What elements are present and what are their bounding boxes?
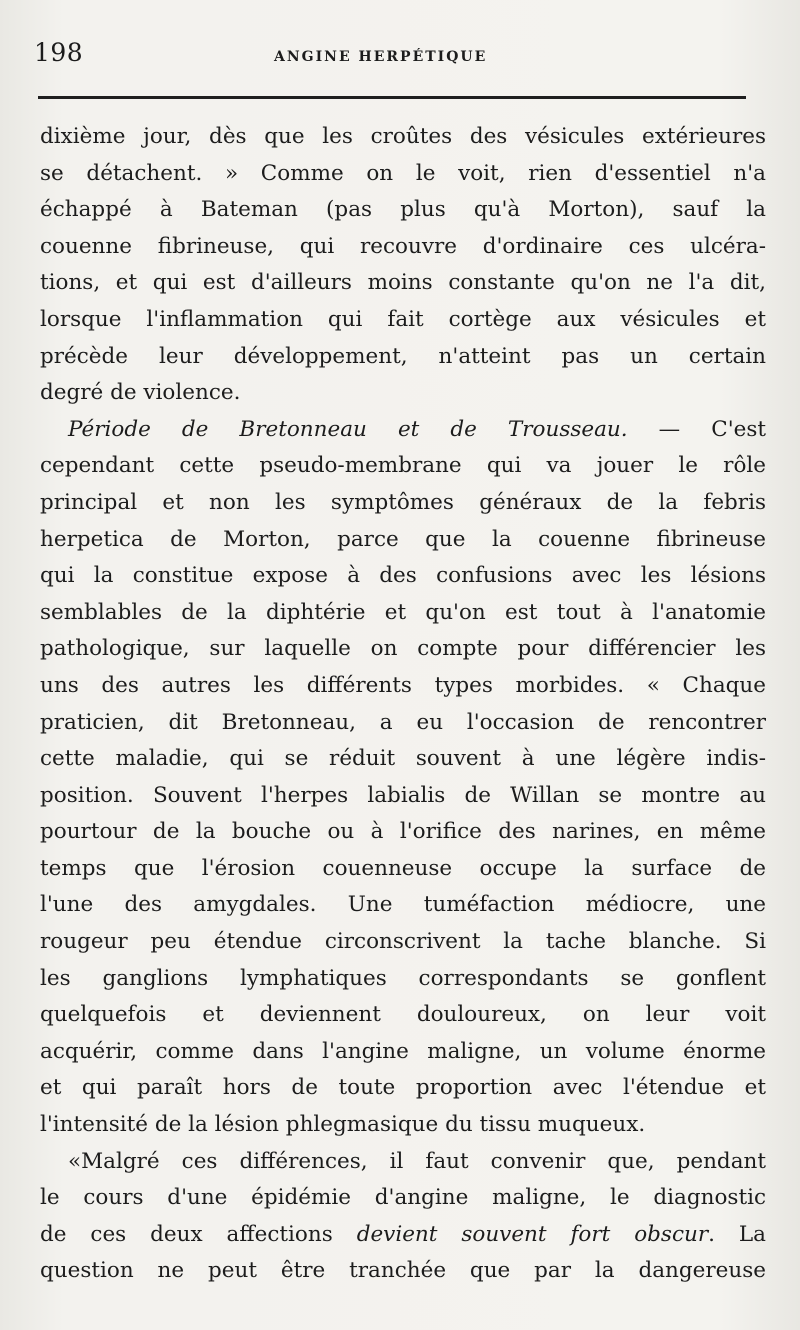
- text-line: question ne peut être tranchée que par la dangereuse: [40, 1258, 766, 1284]
- text-line: qui la constitue expose à des confusions avec les lésions: [40, 563, 766, 589]
- text-line: les ganglions lymphatiques correspondants se gonflent: [40, 965, 766, 991]
- text-line: position. Souvent l'herpes labialis de Willan se montre au: [40, 782, 766, 808]
- text-line: l'une des amygdales. Une tuméfaction médiocre, une: [40, 892, 766, 918]
- text-line: quelquefois et deviennent douloureux, on leur voit: [40, 1002, 766, 1028]
- header-rule: [38, 96, 746, 99]
- section-heading-rest: — C'est: [627, 416, 766, 442]
- text-line: cette maladie, qui se réduit souvent à une légère indis-: [40, 746, 766, 772]
- text-line: acquérir, comme dans l'angine maligne, un volume énorme: [40, 1038, 766, 1064]
- text-segment: . La: [708, 1221, 766, 1247]
- text-line: dixième jour, dès que les croûtes des vésicules extérieures: [40, 124, 766, 149]
- text-line: «Malgré ces différences, il faut convenir que, pendant: [68, 1148, 766, 1174]
- text-line: l'intensité de la lésion phlegmasique du tissu muqueux.: [40, 1112, 646, 1138]
- text-line: herpetica de Morton, parce que la couenne fibrineuse: [40, 526, 766, 552]
- text-line: pourtour de la bouche ou à l'orifice des narines, en même: [40, 819, 766, 845]
- text-line: rougeur peu étendue circonscrivent la tache blanche. Si: [40, 929, 766, 955]
- text-line: se détachent. » Comme on le voit, rien d'essentiel n'a: [40, 160, 766, 186]
- section-heading-line: [40, 412, 766, 449]
- text-line: degré de violence.: [40, 380, 241, 406]
- section-heading: Période de Bretonneau et de Trousseau.: [68, 416, 628, 442]
- text-line: praticien, dit Bretonneau, a eu l'occasion de rencontrer: [40, 709, 766, 735]
- emphasized-phrase: devient souvent fort obscur: [356, 1221, 709, 1247]
- text-line: uns des autres les différents types morbides. « Chaque: [40, 672, 766, 698]
- text-segment: de ces deux affections: [40, 1221, 357, 1247]
- text-line: échappé à Bateman (pas plus qu'à Morton), sauf la: [40, 197, 766, 223]
- text-line: couenne fibrineuse, qui recouvre d'ordinaire ces ulcéra-: [40, 233, 766, 259]
- page-header: [34, 38, 754, 78]
- text-line: pathologique, sur laquelle on compte pour différencier les: [40, 636, 766, 662]
- text-line: le cours d'une épidémie d'angine maligne, le diagnostic: [40, 1185, 766, 1211]
- running-head: ANGINE HERPÉTIQUE: [274, 49, 488, 65]
- text-line-with-emphasis: [40, 1217, 766, 1254]
- text-line: temps que l'érosion couenneuse occupe la surface de: [40, 855, 766, 881]
- page-number: 198: [34, 38, 84, 67]
- text-line: principal et non les symptômes généraux de la febris: [40, 489, 766, 515]
- text-line: semblables de la diphtérie et qu'on est tout à l'anatomie: [40, 599, 766, 625]
- text-line: lorsque l'inflammation qui fait cortège aux vésicules et: [40, 306, 766, 332]
- body-text: [40, 119, 766, 1290]
- text-line: et qui paraît hors de toute proportion avec l'étendue et: [40, 1075, 766, 1101]
- text-line: tions, et qui est d'ailleurs moins constante qu'on ne l'a dit,: [40, 270, 766, 296]
- text-line: précède leur développement, n'atteint pas un certain: [40, 343, 766, 369]
- text-line: cependant cette pseudo-membrane qui va jouer le rôle: [40, 453, 766, 479]
